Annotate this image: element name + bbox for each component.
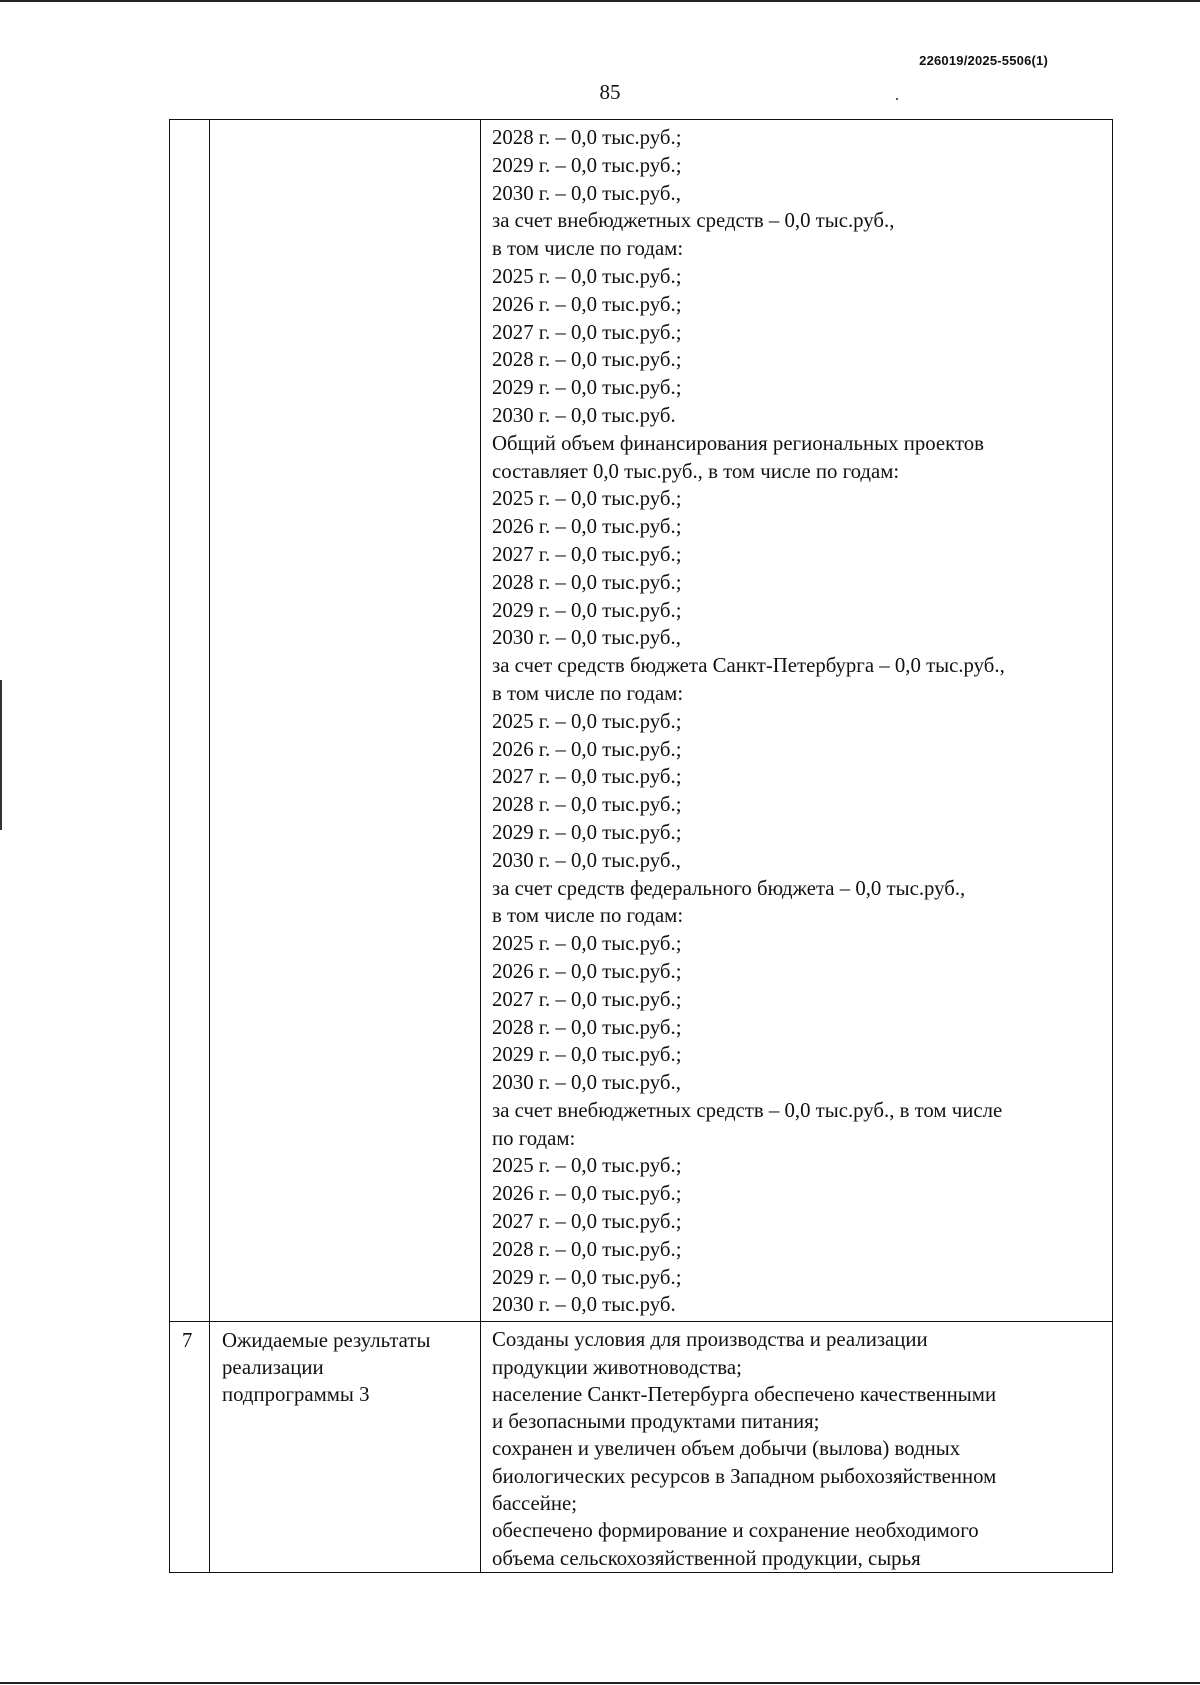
text-line: 2030 г. – 0,0 тыс.руб., xyxy=(492,181,681,205)
scan-left-edge-mark xyxy=(0,680,2,830)
text-line: обеспечено формирование и сохранение необходимого xyxy=(492,1519,979,1543)
text-line: Созданы условия для производства и реализации xyxy=(492,1328,928,1352)
passport-table xyxy=(169,119,1113,1573)
text-line: 2027 г. – 0,0 тыс.руб.; xyxy=(492,765,682,789)
text-line: 2028 г. – 0,0 тыс.руб.; xyxy=(492,1015,682,1039)
text-line: 2029 г. – 0,0 тыс.руб.; xyxy=(492,820,682,844)
text-line: Общий объем финансирования региональных проектов xyxy=(492,431,984,455)
text-line: в том числе по годам: xyxy=(492,237,684,261)
text-line: 2028 г. – 0,0 тыс.руб.; xyxy=(492,570,682,594)
text-line: составляет 0,0 тыс.руб., в том числе по годам: xyxy=(492,459,900,483)
row-number-cell xyxy=(170,1322,210,1573)
text-line: 2028 г. – 0,0 тыс.руб.; xyxy=(492,348,682,372)
row-label-cell xyxy=(210,1322,481,1573)
text-line: 2027 г. – 0,0 тыс.руб.; xyxy=(492,320,682,344)
text-line: 2030 г. – 0,0 тыс.руб., xyxy=(492,1071,681,1095)
text-line: биологических ресурсов в Западном рыбохозяйственном xyxy=(492,1464,997,1488)
text-line: 2029 г. – 0,0 тыс.руб.; xyxy=(492,598,682,622)
text-line: 2026 г. – 0,0 тыс.руб.; xyxy=(492,959,682,983)
text-line: 2028 г. – 0,0 тыс.руб.; xyxy=(492,126,682,149)
text-line: в том числе по годам: xyxy=(492,681,684,705)
row-number: 7 xyxy=(182,1329,193,1353)
text-line: за счет средств бюджета Санкт-Петербурга – 0,0 тыс.руб., xyxy=(492,654,1005,678)
text-line: 2027 г. – 0,0 тыс.руб.; xyxy=(492,1210,682,1234)
label-line: подпрограммы 3 xyxy=(222,1383,370,1407)
text-line: бассейне; xyxy=(492,1492,578,1516)
text-line: за счет внебюджетных средств – 0,0 тыс.руб., в том числе xyxy=(492,1098,1003,1122)
expected-results-label xyxy=(210,1322,480,1408)
document-id: 226019/2025-5506(1) xyxy=(919,53,1048,68)
text-line: 2026 г. – 0,0 тыс.руб.; xyxy=(492,292,682,316)
scan-dot xyxy=(896,98,898,100)
text-line: 2025 г. – 0,0 тыс.руб.; xyxy=(492,1154,682,1178)
row-number-cell xyxy=(170,120,210,1322)
text-line: 2026 г. – 0,0 тыс.руб.; xyxy=(492,1182,682,1206)
text-line: 2030 г. – 0,0 тыс.руб. xyxy=(492,1293,676,1317)
text-line: 2025 г. – 0,0 тыс.руб.; xyxy=(492,709,682,733)
text-line: за счет средств федерального бюджета – 0,0 тыс.руб., xyxy=(492,876,966,900)
text-line: 2029 г. – 0,0 тыс.руб.; xyxy=(492,1043,682,1067)
text-line: за счет внебюджетных средств – 0,0 тыс.руб., xyxy=(492,209,895,233)
label-line: Ожидаемые результаты xyxy=(222,1329,431,1353)
table-row-7 xyxy=(170,1322,1113,1573)
text-line: 2025 г. – 0,0 тыс.руб.; xyxy=(492,932,682,956)
text-line: 2026 г. – 0,0 тыс.руб.; xyxy=(492,737,682,761)
expected-results-cell xyxy=(481,1322,1113,1573)
text-line: 2028 г. – 0,0 тыс.руб.; xyxy=(492,793,682,817)
text-line: 2028 г. – 0,0 тыс.руб.; xyxy=(492,1237,682,1261)
text-line: 2030 г. – 0,0 тыс.руб., xyxy=(492,626,681,650)
text-line: 2029 г. – 0,0 тыс.руб.; xyxy=(492,1265,682,1289)
text-line: продукции животноводства; xyxy=(492,1355,742,1379)
text-line: 2027 г. – 0,0 тыс.руб.; xyxy=(492,987,682,1011)
text-line: по годам: xyxy=(492,1126,576,1150)
text-line: 2030 г. – 0,0 тыс.руб., xyxy=(492,848,681,872)
text-line: объема сельскохозяйственной продукции, сырья xyxy=(492,1546,921,1570)
text-line: 2030 г. – 0,0 тыс.руб. xyxy=(492,403,676,427)
text-line: в том числе по годам: xyxy=(492,904,684,928)
scan-bottom-border xyxy=(0,1682,1200,1684)
text-line: 2025 г. – 0,0 тыс.руб.; xyxy=(492,487,682,511)
text-line: население Санкт-Петербурга обеспечено качественными xyxy=(492,1382,997,1406)
expected-results-lines xyxy=(481,1322,1112,1572)
text-line: сохранен и увеличен объем добычи (вылова) водных xyxy=(492,1437,961,1461)
financing-details-cell xyxy=(481,120,1113,1322)
table-row-continued xyxy=(170,120,1113,1322)
text-line: и безопасными продуктами питания; xyxy=(492,1410,820,1434)
text-line: 2025 г. – 0,0 тыс.руб.; xyxy=(492,264,682,288)
text-line: 2029 г. – 0,0 тыс.руб.; xyxy=(492,153,682,177)
scan-top-border xyxy=(0,0,1200,2)
financing-lines xyxy=(481,120,1112,1321)
text-line: 2026 г. – 0,0 тыс.руб.; xyxy=(492,515,682,539)
text-line: 2027 г. – 0,0 тыс.руб.; xyxy=(492,542,682,566)
row-label-cell xyxy=(210,120,481,1322)
text-line: 2029 г. – 0,0 тыс.руб.; xyxy=(492,376,682,400)
page-number: 85 xyxy=(599,80,621,104)
label-line: реализации xyxy=(222,1356,324,1380)
